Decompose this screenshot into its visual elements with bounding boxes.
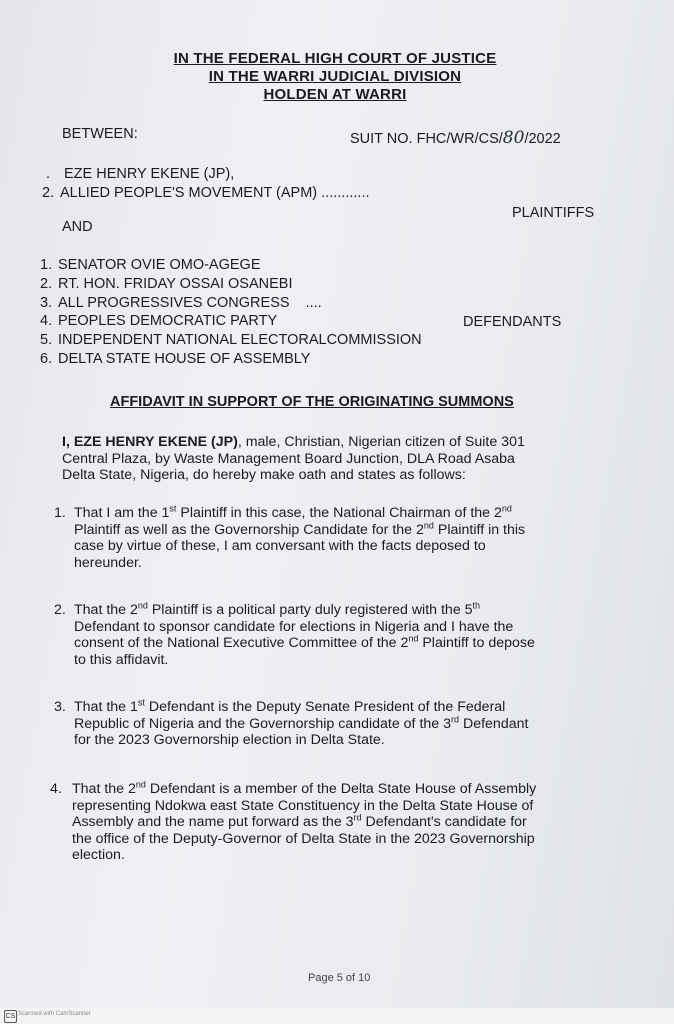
defendant-4-num: 4. bbox=[40, 313, 53, 329]
p3-l2-sup1: rd bbox=[451, 713, 460, 724]
defendant-6-name: DELTA STATE HOUSE OF ASSEMBLY bbox=[58, 351, 311, 367]
plaintiff-2-num: 2. bbox=[42, 185, 55, 201]
p2-l4: to this affidavit. bbox=[74, 651, 169, 668]
p1-l2-b: Plaintiff in this bbox=[433, 521, 526, 538]
paragraph-4-number: 4. bbox=[50, 781, 62, 797]
p2-l1-a: That the 2 bbox=[74, 602, 138, 618]
suit-handwritten-number: 80 bbox=[502, 128, 525, 148]
p2-l1-sup2: th bbox=[472, 600, 481, 611]
intro-line-2: Central Plaza, by Waste Management Board Junction, DLA Road Asaba bbox=[62, 450, 515, 467]
p3-l1-b: Defendant is the Deputy Senate President of the Federal bbox=[144, 699, 506, 715]
defendant-6-num: 6. bbox=[40, 351, 53, 367]
p2-l1-sup1: nd bbox=[137, 600, 148, 611]
and-label: AND bbox=[62, 219, 93, 235]
defendant-3-num: 3. bbox=[40, 295, 53, 311]
p4-l1-sup1: nd bbox=[135, 779, 146, 790]
p1-l2-a: Plaintiff as well as the Governorship Candidate for the 2 bbox=[74, 521, 424, 538]
defendants-label: DEFENDANTS bbox=[463, 314, 562, 330]
p2-l3-b: Plaintiff to depose bbox=[418, 635, 535, 651]
defendant-2-name: RT. HON. FRIDAY OSSAI OSANEBI bbox=[58, 276, 293, 292]
plaintiff-2-dots: ............ bbox=[321, 185, 370, 201]
p2-l3-a: consent of the National Executive Committee of the 2 bbox=[74, 635, 409, 651]
defendant-2 bbox=[40, 276, 292, 292]
defendant-6 bbox=[40, 351, 310, 367]
p3-l2-a: Republic of Nigeria and the Governorship candidate of the 3 bbox=[74, 715, 451, 732]
suit-suffix: /2022 bbox=[524, 131, 561, 147]
court-title-line2: IN THE WARRI JUDICIAL DIVISION bbox=[208, 68, 462, 85]
p4-l2: representing Ndokwa east State Constituency in the Delta State House of bbox=[72, 797, 534, 814]
defendant-3 bbox=[40, 295, 322, 311]
paragraph-3 bbox=[74, 699, 619, 749]
defendant-5-name: INDEPENDENT NATIONAL ELECTORALCOMMISSION bbox=[58, 332, 422, 348]
plaintiff-2-name: ALLIED PEOPLE'S MOVEMENT (APM) bbox=[60, 185, 318, 201]
p1-l3: case by virtue of these, I am conversant with the facts deposed to bbox=[74, 538, 486, 554]
scanner-footer bbox=[0, 1008, 674, 1024]
court-title-line3: HOLDEN AT WARRI bbox=[263, 86, 407, 103]
intro-line-3: Delta State, Nigeria, do hereby make oath and states as follows: bbox=[62, 467, 466, 483]
defendant-1 bbox=[40, 257, 261, 273]
p3-l1-a: That the 1 bbox=[74, 699, 138, 715]
plaintiff-2 bbox=[42, 185, 370, 201]
plaintiffs-label: PLAINTIFFS bbox=[512, 205, 595, 221]
p1-l1-sup1: st bbox=[169, 503, 177, 514]
p2-l1-b: Plaintiff is a political party duly registered with the 5 bbox=[147, 602, 473, 618]
p1-l1-b: Plaintiff in this case, the National Chairman of the 2 bbox=[176, 505, 502, 521]
affidavit-title: AFFIDAVIT IN SUPPORT OF THE ORIGINATING SUMMONS bbox=[110, 394, 514, 410]
p4-l3-b: Defendant's candidate for bbox=[361, 814, 527, 830]
defendant-3-name: ALL PROGRESSIVES CONGRESS bbox=[58, 295, 290, 311]
defendant-5-num: 5. bbox=[40, 332, 53, 348]
p4-l4: the office of the Deputy-Governor of Delta State in the 2023 Governorship bbox=[72, 830, 535, 847]
court-title-line1: IN THE FEDERAL HIGH COURT OF JUSTICE bbox=[173, 50, 497, 67]
paragraph-3-number: 3. bbox=[54, 699, 66, 715]
paragraph-2-number: 2. bbox=[54, 602, 66, 618]
page-number: Page 5 of 10 bbox=[308, 972, 371, 984]
p2-l3-sup1: nd bbox=[408, 633, 419, 644]
intro-paragraph bbox=[62, 434, 612, 484]
deponent-name: I, EZE HENRY EKENE (JP) bbox=[62, 434, 238, 450]
p4-l1-a: That the 2 bbox=[72, 781, 136, 797]
plaintiff-1-name: EZE HENRY EKENE (JP), bbox=[64, 166, 235, 182]
suit-prefix: SUIT NO. FHC/WR/CS/ bbox=[350, 131, 503, 147]
paragraph-2 bbox=[74, 602, 612, 668]
camscanner-logo: CS bbox=[4, 1010, 17, 1023]
p1-l2-sup1: nd bbox=[423, 519, 434, 530]
defendant-4 bbox=[40, 313, 277, 329]
between-label: BETWEEN: bbox=[62, 126, 138, 142]
suit-number bbox=[350, 128, 561, 148]
plaintiff-1 bbox=[46, 166, 234, 182]
paragraph-4 bbox=[72, 781, 622, 864]
defendant-5 bbox=[40, 332, 422, 348]
defendant-2-num: 2. bbox=[40, 276, 53, 292]
paragraph-1 bbox=[74, 505, 612, 571]
defendant-4-name: PEOPLES DEMOCRATIC PARTY bbox=[58, 313, 278, 329]
defendant-1-num: 1. bbox=[40, 257, 53, 273]
plaintiff-1-num: . bbox=[46, 166, 51, 182]
p4-l3-sup1: rd bbox=[353, 812, 362, 823]
intro-line-1: , male, Christian, Nigerian citizen of Suite 301 bbox=[237, 434, 525, 450]
p1-l1-a: That I am the 1 bbox=[74, 505, 170, 521]
p1-l4: hereunder. bbox=[74, 554, 142, 571]
p4-l1-b: Defendant is a member of the Delta State House of Assembly bbox=[145, 781, 537, 797]
p4-l3-a: Assembly and the name put forward as the 3 bbox=[72, 814, 354, 830]
p3-l3: for the 2023 Governorship election in Delta State. bbox=[74, 732, 385, 748]
p3-l2-b: Defendant bbox=[459, 715, 529, 732]
defendant-3-dots: .... bbox=[305, 295, 322, 311]
p3-l1-sup1: st bbox=[137, 697, 145, 708]
p2-l2: Defendant to sponsor candidate for elections in Nigeria and I have the bbox=[74, 618, 514, 635]
defendant-1-name: SENATOR OVIE OMO-AGEGE bbox=[58, 257, 261, 273]
p4-l5: election. bbox=[72, 847, 125, 863]
paragraph-1-number: 1. bbox=[54, 505, 66, 521]
p1-l1-sup2: nd bbox=[501, 503, 512, 514]
camscanner-text: Scanned with CamScanner bbox=[18, 1011, 91, 1017]
